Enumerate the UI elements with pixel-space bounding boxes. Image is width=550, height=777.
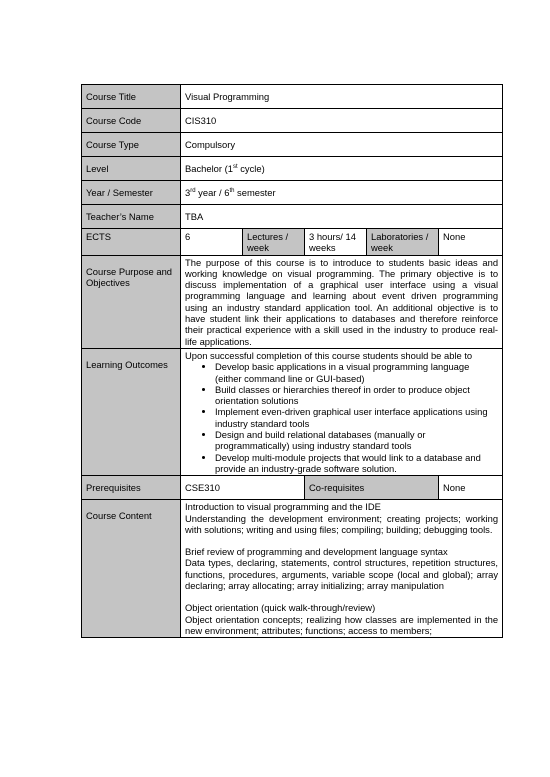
- course-title-value: Visual Programming: [181, 85, 503, 109]
- row-year-semester: [82, 181, 503, 205]
- outcomes-list: [185, 361, 498, 474]
- content-section-body: Object orientation concepts; realizing how classes are implemented in the new environment; attributes; functions; access to members;: [185, 613, 499, 636]
- section-gap: [185, 535, 498, 546]
- outcomes-cell: [181, 348, 503, 475]
- row-course-type: [82, 133, 503, 157]
- outcome-item: • Build classes or hierarchies thereof in order to produce object orientation solutions: [215, 384, 498, 407]
- purpose-label: Course Purpose and Objectives: [82, 255, 181, 348]
- content-cell: [181, 500, 503, 638]
- content-section-body: Data types, declaring, statements, control structures, repetition structures, functions, procedures, arguments, variable scope (local and global); array declaring; array allocating; array initializing; array manipulation: [185, 557, 499, 592]
- row-content: [82, 500, 503, 638]
- outcomes-intro: Upon successful completion of this course students should be able to: [185, 349, 473, 361]
- content-section-body: Understanding the development environment; creating projects; working with solutions; writing and using files; compiling; building; debugging tools.: [185, 512, 499, 535]
- course-type-label: Course Type: [82, 133, 181, 157]
- teacher-label: Teacher’s Name: [82, 205, 181, 229]
- section-gap: [185, 591, 498, 602]
- level-value-sup: st: [232, 163, 238, 170]
- year-sup: rd: [190, 187, 196, 194]
- level-value-text: Bachelor (1: [185, 162, 233, 174]
- course-title-label: Course Title: [82, 85, 181, 109]
- level-value: [181, 157, 503, 181]
- row-level: [82, 157, 503, 181]
- level-value-suffix: cycle): [237, 162, 265, 174]
- outcome-item: • Design and build relational databases (manually or programmatically) using industry standard tools: [215, 429, 498, 452]
- row-course-code: [82, 109, 503, 133]
- year-semester-value: [181, 181, 503, 205]
- laboratories-value: None: [439, 229, 503, 256]
- semester-number: year / 6: [195, 186, 230, 198]
- outcome-item: • Develop basic applications in a visual programming language (either command line or GUI-based): [215, 361, 498, 384]
- prerequisites-value: CSE310: [181, 476, 305, 500]
- row-purpose: [82, 255, 503, 348]
- row-outcomes: [82, 348, 503, 475]
- ects-value: 6: [181, 229, 243, 256]
- semester-suffix: semester: [234, 186, 276, 198]
- corequisites-label: Co-requisites: [305, 476, 439, 500]
- level-label: Level: [82, 157, 181, 181]
- laboratories-label: Laboratories / week: [367, 229, 439, 256]
- semester-sup: th: [229, 187, 235, 194]
- year-number: 3: [185, 186, 191, 198]
- outcome-item: • Develop multi-module projects that would link to a database and provide an industry-grade software solution.: [215, 452, 498, 475]
- course-code-value: CIS310: [181, 109, 503, 133]
- teacher-value: TBA: [181, 205, 503, 229]
- content-section-title: Brief review of programming and development language syntax: [185, 546, 448, 558]
- corequisites-value: None: [439, 476, 503, 500]
- content-label: Course Content: [82, 500, 181, 638]
- row-course-title: [82, 85, 503, 109]
- lectures-value: 3 hours/ 14 weeks: [305, 229, 367, 256]
- prerequisites-label: Prerequisites: [82, 476, 181, 500]
- outcome-item: • Implement even-driven graphical user interface applications using industry standard tools: [215, 406, 498, 429]
- lectures-label: Lectures / week: [243, 229, 305, 256]
- row-teacher: [82, 205, 503, 229]
- ects-label: ECTS: [82, 229, 181, 256]
- purpose-text: The purpose of this course is to introduce to students basic ideas and working knowledge on visual programming. The primary objective is to discuss implementation of a graphical user interface using a visual programming language and learning about event driven programming using an industry standard application tool. An additional objective is to have student link their applications to databases and therefore reinforce their practical experience with a skill used in the industry to produce real-life applications.: [181, 255, 503, 348]
- content-section-title: Object orientation (quick walk-through/review): [185, 602, 376, 614]
- row-ects: [82, 229, 503, 256]
- year-semester-label: Year / Semester: [82, 181, 181, 205]
- outcomes-label: Learning Outcomes: [82, 348, 181, 475]
- course-code-label: Course Code: [82, 109, 181, 133]
- course-info-table: [81, 84, 503, 638]
- course-type-value: Compulsory: [181, 133, 503, 157]
- content-section-title: Introduction to visual programming and the IDE: [185, 501, 381, 513]
- row-prerequisites: [82, 476, 503, 500]
